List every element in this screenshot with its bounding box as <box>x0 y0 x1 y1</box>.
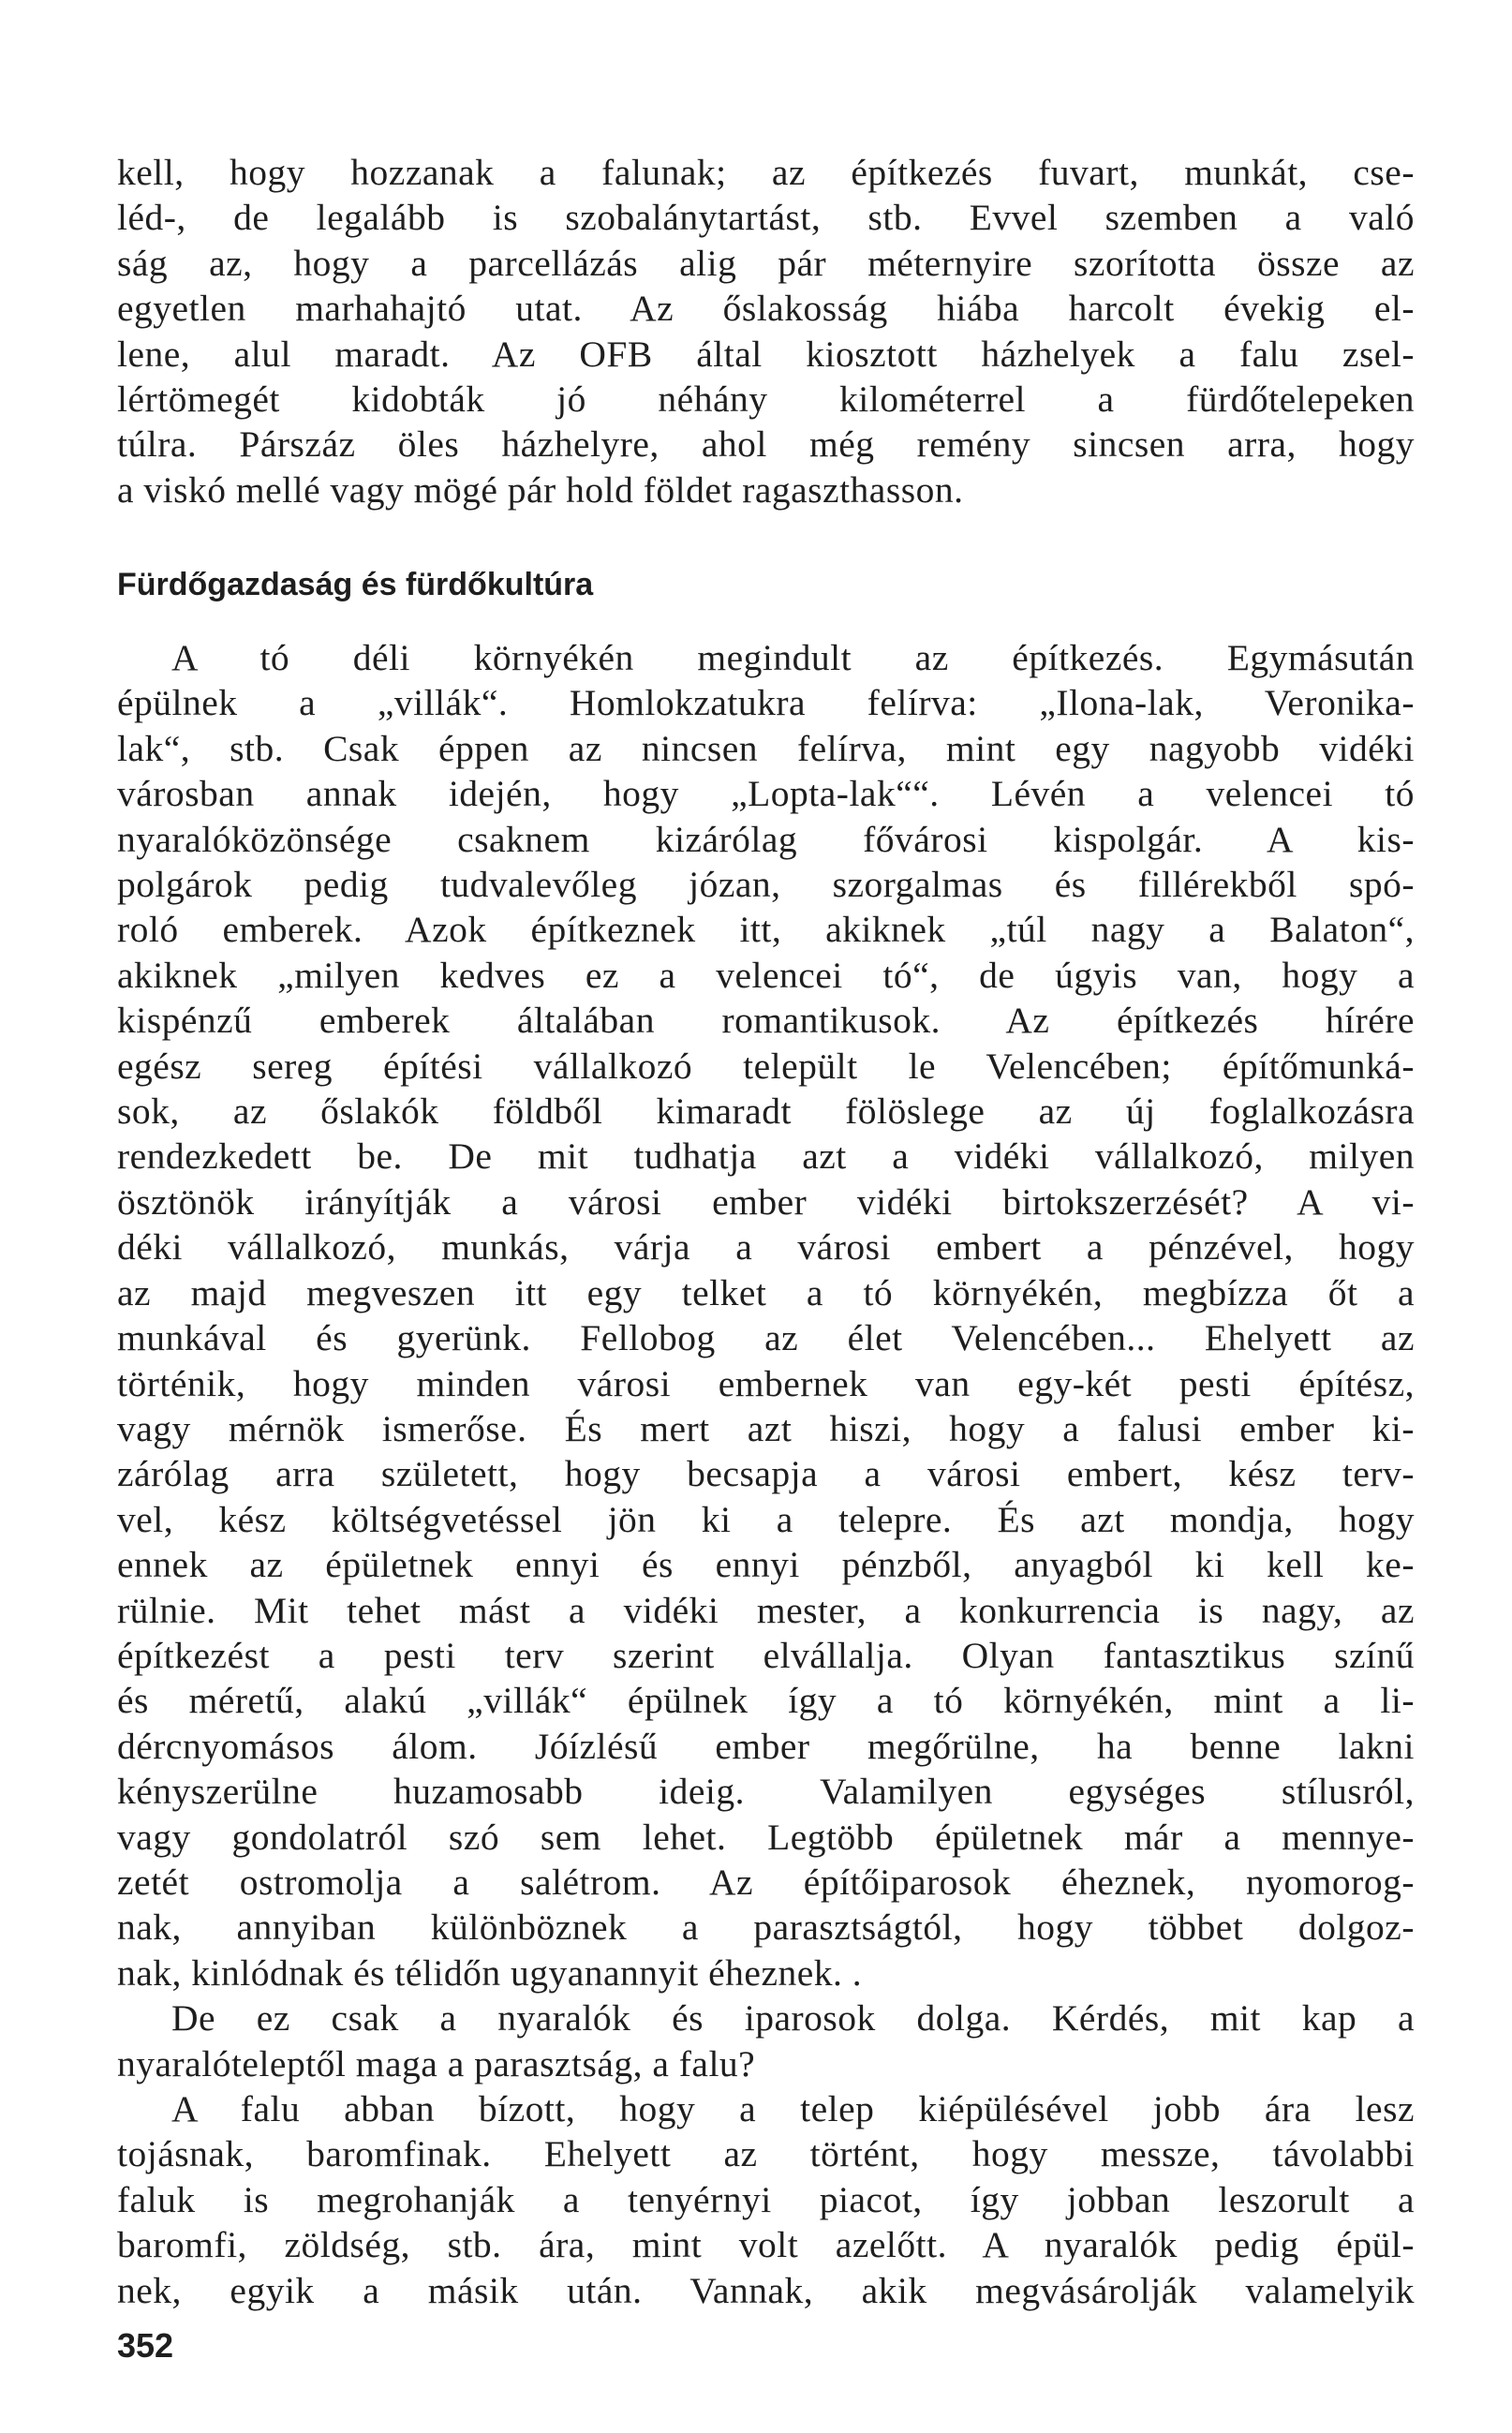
text-line: épülnek a „villák“. Homlokzatukra felírva: „Ilona-lak, Veronika- <box>117 682 1415 724</box>
text-line: és méretű, alakú „villák“ épülnek így a tó környékén, mint a li- <box>117 1680 1415 1722</box>
text-line: lak“, stb. Csak éppen az nincsen felírva, mint egy nagyobb vidéki <box>117 727 1415 769</box>
text-line: nak, annyiban különböznek a parasztságtól, hogy többet dolgoz- <box>117 1906 1415 1949</box>
text-line: történik, hogy minden városi embernek van egy-két pesti építész, <box>117 1362 1415 1404</box>
text-line: A falu abban bízott, hogy a telep kiépülésével jobb ára lesz <box>171 2088 1415 2129</box>
text-line: vel, kész költségvetéssel jön ki a telepre. És azt mondja, hogy <box>117 1498 1415 1540</box>
text-line: akiknek „milyen kedves ez a velencei tó“, de úgyis van, hogy a <box>117 954 1415 996</box>
text-line: nyaralóközönsége csaknem kizárólag fővárosi kispolgár. A kis- <box>117 818 1415 860</box>
text-line: sok, az őslakók földből kimaradt fölöslege az új foglalkozásra <box>117 1090 1415 1133</box>
text-line: kell, hogy hozzanak a falunak; az építkezés fuvart, munkát, cse- <box>117 152 1415 193</box>
text-line: baromfi, zöldség, stb. ára, mint volt azelőtt. A nyaralók pedig épül- <box>117 2224 1415 2266</box>
text-line: nyaralóteleptől maga a parasztság, a falu? <box>117 2042 756 2084</box>
text-line: nak, kinlódnak és télidőn ugyanannyit éheznek. . <box>117 1951 863 1994</box>
text-line: ság az, hogy a parcellázás alig pár méternyire szorította össze az <box>117 242 1415 284</box>
text-line: ennek az épületnek ennyi és ennyi pénzből, anyagból ki kell ke- <box>117 1544 1415 1586</box>
section-heading: Fürdőgazdaság és fürdőkultúra <box>117 567 594 602</box>
text-line: kényszerülne huzamosabb ideig. Valamilyen egységes stílusról, <box>117 1771 1415 1813</box>
text-line: vagy mérnök ismerőse. És mert azt hiszi, hogy a falusi ember ki- <box>117 1407 1415 1449</box>
text-line: polgárok pedig tudvalevőleg józan, szorgalmas és fillérekből spó- <box>117 864 1415 906</box>
text-line: roló emberek. Azok építkeznek itt, akiknek „túl nagy a Balaton“, <box>117 909 1415 951</box>
text-line: lene, alul maradt. Az OFB által kiosztott házhelyek a falu zsel- <box>117 333 1415 375</box>
paragraph-1 <box>117 150 1415 512</box>
text-line: egész sereg építési vállalkozó települt le Velencében; építőmunká- <box>117 1045 1415 1087</box>
text-line: ösztönök irányítják a városi ember vidéki birtokszerzését? A vi- <box>117 1180 1415 1223</box>
text-line: déki vállalkozó, munkás, várja a városi embert a pénzével, hogy <box>117 1226 1415 1268</box>
text-line: A tó déli környékén megindult az építkezés. Egymásután <box>171 637 1415 678</box>
text-line: rendezkedett be. De mit tudhatja azt a vidéki vállalkozó, milyen <box>117 1135 1415 1178</box>
text-line: zárólag arra született, hogy becsapja a városi embert, kész terv- <box>117 1453 1415 1495</box>
text-line: egyetlen marhahajtó utat. Az őslakosság hiába harcolt évekig el- <box>117 288 1415 330</box>
text-line: a viskó mellé vagy mögé pár hold földet ragaszthasson. <box>117 468 964 511</box>
text-line: dércnyomásos álom. Jóízlésű ember megőrülne, ha benne lakni <box>117 1725 1415 1767</box>
text-line: az majd megveszen itt egy telket a tó környékén, megbízza őt a <box>117 1271 1415 1313</box>
paragraph-2 <box>117 635 1415 2313</box>
text-line: nek, egyik a másik után. Vannak, akik megvásárolják valamelyik <box>117 2269 1415 2311</box>
text-line: tojásnak, baromfinak. Ehelyett az történt, hogy messze, távolabbi <box>117 2133 1415 2175</box>
text-line: munkával és gyerünk. Fellobog az élet Velencében... Ehelyett az <box>117 1317 1415 1359</box>
text-line: zetét ostromolja a salétrom. Az építőiparosok éheznek, nyomorog- <box>117 1861 1415 1903</box>
text-line: kispénzű emberek általában romantikusok. Az építkezés hírére <box>117 1000 1415 1042</box>
text-line: léd-, de legalább is szobalánytartást, stb. Evvel szemben a való <box>117 197 1415 239</box>
text-line: De ez csak a nyaralók és iparosok dolga. Kérdés, mit kap a <box>171 1997 1415 2040</box>
text-line: faluk is megrohanják a tenyérnyi piacot, így jobban leszorult a <box>117 2178 1415 2220</box>
text-line: rülnie. Mit tehet mást a vidéki mester, a konkurrencia is nagy, az <box>117 1589 1415 1631</box>
text-line: városban annak idején, hogy „Lopta-lak““. Lévén a velencei tó <box>117 773 1415 815</box>
text-line: túlra. Párszáz öles házhelyre, ahol még remény sincsen arra, hogy <box>117 423 1415 466</box>
text-line: vagy gondolatról szó sem lehet. Legtöbb épületnek már a mennye- <box>117 1816 1415 1858</box>
text-line: lértömegét kidobták jó néhány kilométerrel a fürdőtelepeken <box>117 378 1415 421</box>
page-number: 352 <box>117 2326 174 2365</box>
text-line: építkezést a pesti terv szerint elvállalja. Olyan fantasztikus színű <box>117 1634 1415 1676</box>
